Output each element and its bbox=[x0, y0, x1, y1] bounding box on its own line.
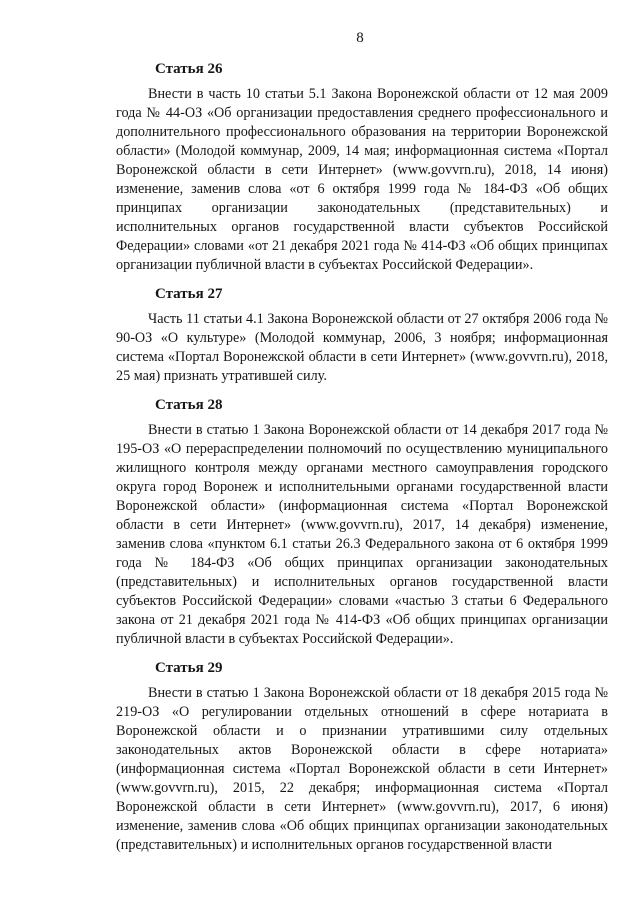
article-29-text: Внести в статью 1 Закона Воронежской области от 18 декабря 2015 года № 219-ОЗ «О регулировании отдельных отношений в сфере нотариата в Воронежской области и о признании утратившими силу отдельных законодательных актов Воронежской области в сфере нотариата» (информационная система «Портал Воронежской области в сети Интернет» (www.govvrn.ru), 2015, 22 декабря; информационная система «Портал Воронежской области в сети Интернет» (www.govvrn.ru), 2017, 6 июня) изменение, заменив слова «Об общих принципах организации законодательных (представительных) и исполнительных органов государственной власти bbox=[116, 685, 608, 853]
article-27-heading: Статья 27 bbox=[155, 286, 223, 302]
article-28-heading: Статья 28 bbox=[155, 397, 223, 413]
page-number bbox=[116, 28, 608, 48]
article-26-text: Внести в часть 10 статьи 5.1 Закона Воронежской области от 12 мая 2009 года № 44-ОЗ «Об организации предоставления среднего профессионального и дополнительного профессионального образования на территории Воронежской области» (Молодой коммунар, 2009, 14 мая; информационная система «Портал Воронежской области в сети Интернет» (www.govvrn.ru), 2018, 14 июня) изменение, заменив слова «от 6 октября 1999 года № 184-ФЗ «Об общих принципах организации законодательных (представительных) и исполнительных органов государственной власти субъектов Российской Федерации» словами «от 21 декабря 2021 года № 414-ФЗ «Об общих принципах организации публичной власти в субъектах Российской Федерации». bbox=[116, 86, 608, 273]
document-page bbox=[116, 28, 608, 855]
article-27-text: Часть 11 статьи 4.1 Закона Воронежской области от 27 октября 2006 года № 90-ОЗ «О культуре» (Молодой коммунар, 2006, 3 ноября; информационная система «Портал Воронежской области в сети Интернет» (www.govvrn.ru), 2018, 25 мая) признать утратившей силу. bbox=[116, 311, 608, 384]
article-26-heading: Статья 26 bbox=[155, 61, 223, 77]
article-28-text: Внести в статью 1 Закона Воронежской области от 14 декабря 2017 года № 195-ОЗ «О перераспределении полномочий по осуществлению муниципального жилищного контроля между органами местного самоуправления городского округа город Воронеж и исполнительными органами государственной власти Воронежской области» (информационная система «Портал Воронежской области в сети Интернет» (www.govvrn.ru), 2017, 14 декабря) изменение, заменив слова «пунктом 6.1 статьи 26.3 Федерального закона от 6 октября 1999 года № 184-ФЗ «Об общих принципах организации законодательных (представительных) и исполнительных органов государственной власти субъектов Российской Федерации» словами «частью 3 статьи 6 Федерального закона от 21 декабря 2021 года № 414-ФЗ «Об общих принципах организации публичной власти в субъектах Российской Федерации». bbox=[116, 422, 608, 647]
page-number-text: 8 bbox=[356, 30, 364, 46]
article-29-heading: Статья 29 bbox=[155, 660, 223, 676]
